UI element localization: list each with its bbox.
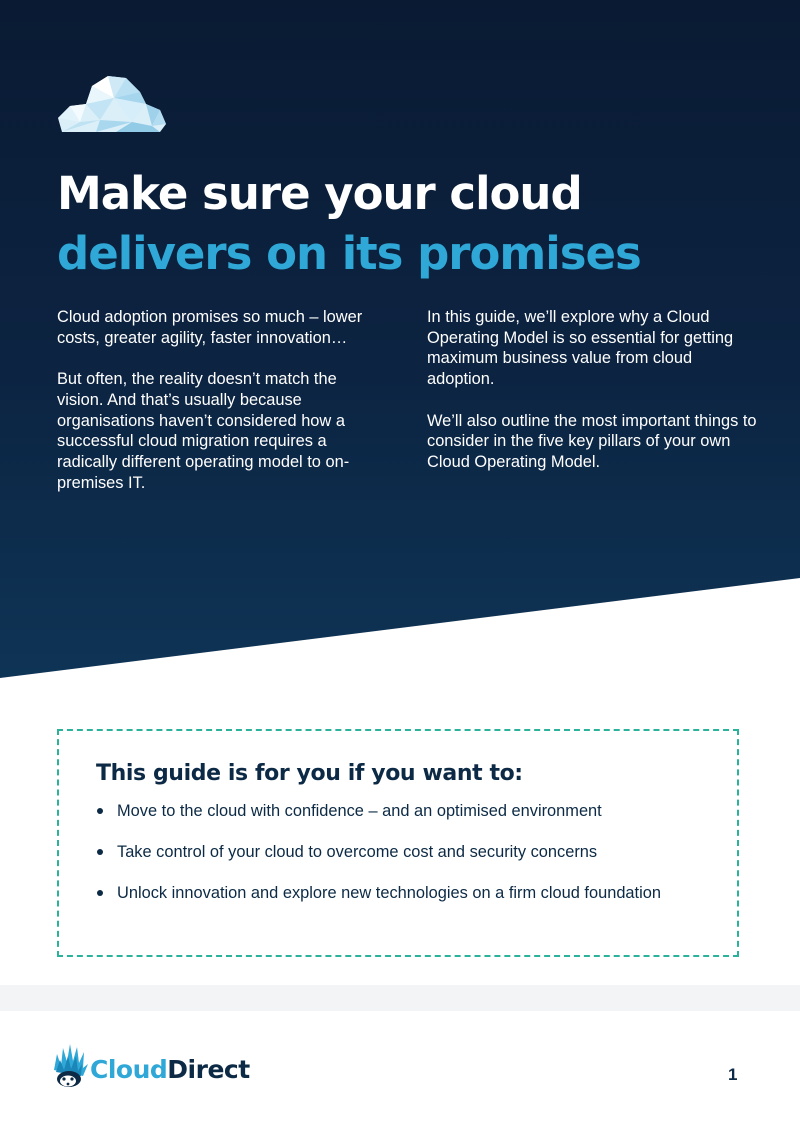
intro-column-left	[57, 307, 377, 514]
guide-callout-box	[57, 729, 739, 957]
intro-paragraph: We’ll also outline the most important things to consider in the five key pillars of your own Cloud Operating Model.	[427, 411, 757, 471]
list-item	[97, 801, 687, 822]
list-item	[97, 883, 687, 904]
logo-word-cloud: Cloud	[90, 1055, 168, 1084]
bullet-icon	[97, 890, 103, 896]
title-line-1: Make sure your cloud	[57, 167, 582, 220]
intro-paragraph: In this guide, we’ll explore why a Cloud Operating Model is so essential for getting maximum business value from cloud adoption.	[427, 308, 734, 389]
list-item-text: Take control of your cloud to overcome cost and security concerns	[117, 843, 598, 861]
guide-list	[97, 801, 687, 924]
footer-divider-band	[0, 985, 800, 1011]
bullet-icon	[97, 849, 103, 855]
intro-paragraph: Cloud adoption promises so much – lower costs, greater agility, faster innovation…	[57, 308, 363, 347]
list-item	[97, 842, 687, 863]
logo-wordmark	[90, 1055, 250, 1084]
guide-heading: This guide is for you if you want to:	[96, 761, 523, 786]
intro-column-right	[427, 307, 757, 493]
bullet-icon	[97, 808, 103, 814]
page-number: 1	[728, 1065, 738, 1084]
logo-word-direct: Direct	[167, 1055, 250, 1084]
hedgehog-icon	[52, 1044, 88, 1088]
page-title	[57, 164, 641, 284]
low-poly-cloud-icon	[56, 70, 168, 136]
title-line-2: delivers on its promises	[57, 227, 641, 280]
list-item-text: Move to the cloud with confidence – and an optimised environment	[117, 802, 602, 820]
intro-paragraph: But often, the reality doesn’t match the vision. And that’s usually because organisations haven’t considered how a successful cloud migration requires a radically different operating model to on-premises IT.	[57, 370, 350, 492]
list-item-text: Unlock innovation and explore new technologies on a firm cloud foundation	[117, 884, 661, 902]
